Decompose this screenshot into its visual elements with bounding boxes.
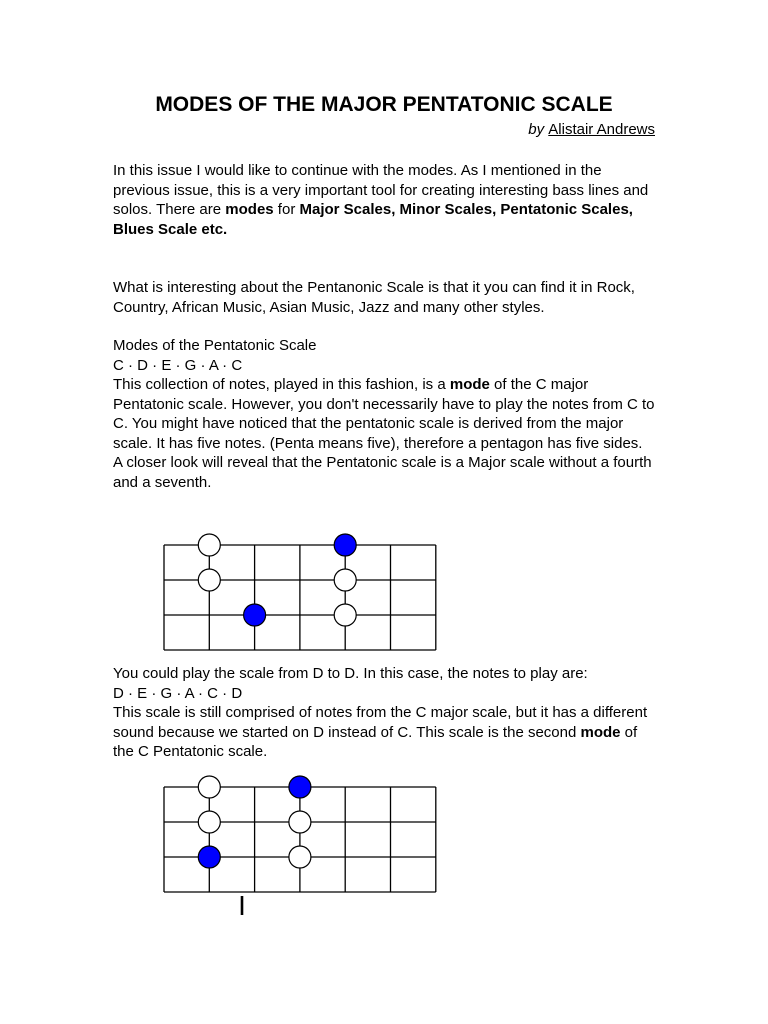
intro-bold-1: modes: [225, 201, 274, 218]
intro-bold-2: Major Scales, Minor Scales, Pentatonic Scales, Blues Scale etc.: [113, 201, 633, 238]
section1-text-1: This collection of notes, played in this fashion, is a: [113, 376, 450, 393]
section2-bold-1: mode: [580, 723, 621, 741]
scale-note-dot: [198, 776, 220, 798]
scale-note-dot: [334, 569, 356, 591]
section1-conclusion: A closer look will reveal that the Pentatonic scale is a Major scale without a fourth and a seventh.: [113, 454, 652, 491]
scale-note-dot: [198, 569, 220, 591]
section1-bold-1: mode: [449, 376, 490, 393]
scale-note-dot: [289, 811, 311, 833]
section2-text-2: of the C Pentatonic scale.: [113, 723, 638, 760]
section2-notes: D · E · G · A · C · D: [113, 684, 243, 702]
section1-text-2: of the C major Pentatonic scale. However, you don't necessarily have to play the notes from C to C. You might have noticed that the pentatonic scale is derived from the major scale. It has five notes. (Penta means five), therefore a pentagon has five sides.: [113, 376, 655, 452]
root-note-dot: [244, 604, 266, 626]
byline-prefix: by: [528, 121, 549, 138]
fretboard-diagram-1: [158, 530, 464, 656]
section1: [113, 336, 661, 492]
section2-text-1: This scale is still comprised of notes from the C major scale, but it has a different sound because we started on D instead of C. This scale is the second: [113, 704, 648, 741]
fretboard-diagram-2: [158, 772, 464, 918]
scale-note-dot: [289, 846, 311, 868]
section1-notes: C · D · E · G · A · C: [113, 356, 243, 374]
scale-note-dot: [198, 811, 220, 833]
scale-note-dot: [334, 604, 356, 626]
author-link[interactable]: Alistair Andrews: [548, 121, 655, 138]
styles-paragraph: What is interesting about the Pentanonic Scale is that it you can find it in Rock, Country, African Music, Asian Music, Jazz and many other styles.: [113, 279, 635, 316]
section2-body: [113, 703, 661, 762]
section2-intro: You could play the scale from D to D. In this case, the notes to play are:: [113, 665, 588, 682]
byline: [528, 121, 655, 138]
root-note-dot: [334, 534, 356, 556]
intro-paragraph: [113, 161, 661, 239]
section1-heading: Modes of the Pentatonic Scale: [113, 337, 317, 354]
intro-text-2: for: [273, 201, 300, 218]
section1-body: [113, 375, 661, 453]
root-note-dot: [289, 776, 311, 798]
section2: [113, 664, 661, 762]
intro-text-1: In this issue I would like to continue with the modes. As I mentioned in the previous issue, this is a very important tool for creating interesting bass lines and solos. There are: [113, 162, 649, 218]
root-note-dot: [198, 846, 220, 868]
scale-note-dot: [198, 534, 220, 556]
page-title: MODES OF THE MAJOR PENTATONIC SCALE: [155, 93, 613, 116]
